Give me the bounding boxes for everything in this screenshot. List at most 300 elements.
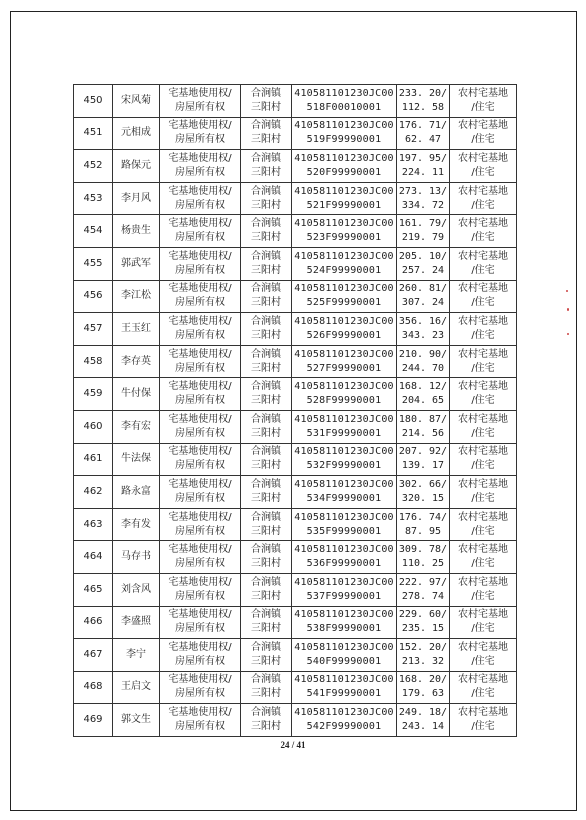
cell-number: 465: [74, 573, 113, 606]
cell-unit-code-line: 410581101230JC00: [294, 576, 394, 588]
cell-right-type-line: 宅基地使用权/: [168, 413, 232, 425]
cell-right-type-line: 宅基地使用权/: [168, 152, 232, 164]
cell-usage: [450, 443, 517, 476]
cell-area-line: 278. 74: [401, 590, 445, 602]
cell-location-line: 三阳村: [251, 199, 281, 211]
cell-area: [397, 476, 450, 509]
table-row: [74, 247, 517, 280]
cell-unit-code: [292, 378, 397, 411]
cell-right-type: [160, 182, 241, 215]
cell-usage-line: /住宅: [471, 297, 495, 309]
cell-right-type-line: 房屋所有权: [175, 101, 225, 113]
cell-area: [397, 215, 450, 248]
table-row: [74, 215, 517, 248]
cell-location-line: 三阳村: [251, 297, 281, 309]
cell-right-type: [160, 410, 241, 443]
cell-owner-name: 李存英: [113, 345, 160, 378]
cell-usage: [450, 639, 517, 672]
cell-owner-name: 王玉红: [113, 313, 160, 346]
cell-usage-line: 农村宅基地: [458, 707, 508, 719]
cell-usage-line: 农村宅基地: [458, 511, 508, 523]
cell-location-line: 三阳村: [251, 492, 281, 504]
cell-owner-name: 王启文: [113, 671, 160, 704]
cell-location-line: 三阳村: [251, 166, 281, 178]
cell-area-line: 243. 14: [401, 721, 445, 733]
cell-usage-line: /住宅: [471, 166, 495, 178]
cell-area-line: 249. 18/: [398, 707, 448, 719]
cell-usage: [450, 150, 517, 183]
cell-unit-code: [292, 247, 397, 280]
cell-unit-code: [292, 280, 397, 313]
scan-speck: [567, 333, 569, 335]
table-row: [74, 671, 517, 704]
cell-location-line: 合涧镇: [251, 674, 281, 686]
cell-usage-line: 农村宅基地: [458, 87, 508, 99]
cell-unit-code-line: 410581101230JC00: [294, 250, 394, 262]
cell-area-line: 244. 70: [401, 362, 445, 374]
cell-unit-code-line: 410581101230JC00: [294, 218, 394, 230]
cell-usage-line: 农村宅基地: [458, 120, 508, 132]
cell-area-line: 302. 66/: [398, 478, 448, 490]
cell-usage: [450, 280, 517, 313]
cell-unit-code-line: 524F99990001: [306, 264, 382, 276]
scan-speck: [566, 290, 568, 292]
cell-unit-code-line: 410581101230JC00: [294, 413, 394, 425]
cell-area-line: 307. 24: [401, 297, 445, 309]
table-row: [74, 443, 517, 476]
cell-area-line: 224. 11: [401, 166, 445, 178]
cell-area-line: 205. 10/: [398, 250, 448, 262]
cell-usage: [450, 541, 517, 574]
cell-right-type: [160, 345, 241, 378]
cell-area: [397, 117, 450, 150]
cell-location-line: 合涧镇: [251, 315, 281, 327]
cell-right-type-line: 宅基地使用权/: [168, 446, 232, 458]
cell-unit-code-line: 526F99990001: [306, 329, 382, 341]
cell-number: 457: [74, 313, 113, 346]
cell-right-type: [160, 508, 241, 541]
cell-area: [397, 182, 450, 215]
cell-number: 460: [74, 410, 113, 443]
table-row: [74, 573, 517, 606]
table-row: [74, 313, 517, 346]
registry-table: [73, 84, 517, 737]
cell-location: [241, 150, 292, 183]
cell-area: [397, 508, 450, 541]
cell-area: [397, 410, 450, 443]
cell-usage-line: /住宅: [471, 655, 495, 667]
table-row: [74, 378, 517, 411]
cell-usage-line: 农村宅基地: [458, 250, 508, 262]
cell-location: [241, 508, 292, 541]
cell-usage: [450, 573, 517, 606]
page-number: 24 / 41: [280, 740, 306, 750]
cell-owner-name: 郭武军: [113, 247, 160, 280]
cell-area-line: 168. 12/: [398, 381, 448, 393]
cell-location: [241, 443, 292, 476]
cell-area-line: 235. 15: [401, 623, 445, 635]
cell-unit-code: [292, 606, 397, 639]
cell-area: [397, 573, 450, 606]
cell-area-line: 179. 63: [401, 688, 445, 700]
cell-usage-line: 农村宅基地: [458, 185, 508, 197]
cell-area-line: 207. 92/: [398, 446, 448, 458]
cell-location-line: 三阳村: [251, 264, 281, 276]
cell-usage-line: /住宅: [471, 492, 495, 504]
cell-unit-code-line: 525F99990001: [306, 297, 382, 309]
cell-usage-line: /住宅: [471, 590, 495, 602]
cell-unit-code: [292, 182, 397, 215]
cell-area-line: 273. 13/: [398, 185, 448, 197]
cell-usage-line: 农村宅基地: [458, 283, 508, 295]
cell-usage-line: 农村宅基地: [458, 218, 508, 230]
cell-unit-code-line: 521F99990001: [306, 199, 382, 211]
cell-unit-code: [292, 215, 397, 248]
cell-area-line: 62. 47: [404, 134, 442, 146]
cell-area: [397, 704, 450, 737]
cell-owner-name: 郭文生: [113, 704, 160, 737]
cell-usage-line: /住宅: [471, 688, 495, 700]
cell-location-line: 三阳村: [251, 721, 281, 733]
cell-location-line: 三阳村: [251, 427, 281, 439]
cell-usage-line: /住宅: [471, 362, 495, 374]
cell-number: 466: [74, 606, 113, 639]
cell-usage-line: /住宅: [471, 525, 495, 537]
cell-unit-code: [292, 85, 397, 118]
cell-area-line: 219. 79: [401, 232, 445, 244]
cell-number: 468: [74, 671, 113, 704]
cell-unit-code-line: 520F99990001: [306, 166, 382, 178]
cell-unit-code-line: 536F99990001: [306, 558, 382, 570]
cell-right-type: [160, 117, 241, 150]
cell-location: [241, 280, 292, 313]
cell-unit-code-line: 535F99990001: [306, 525, 382, 537]
cell-owner-name: 李江松: [113, 280, 160, 313]
cell-unit-code: [292, 476, 397, 509]
cell-area-line: 356. 16/: [398, 315, 448, 327]
cell-unit-code-line: 410581101230JC00: [294, 641, 394, 653]
cell-owner-name: 刘含风: [113, 573, 160, 606]
cell-usage: [450, 671, 517, 704]
cell-location-line: 合涧镇: [251, 87, 281, 99]
cell-area: [397, 280, 450, 313]
cell-owner-name: 杨贵生: [113, 215, 160, 248]
cell-area-line: 320. 15: [401, 492, 445, 504]
cell-area: [397, 247, 450, 280]
cell-number: 464: [74, 541, 113, 574]
cell-number: 454: [74, 215, 113, 248]
cell-usage: [450, 704, 517, 737]
cell-area-line: 233. 20/: [398, 87, 448, 99]
cell-area-line: 222. 97/: [398, 576, 448, 588]
cell-number: 452: [74, 150, 113, 183]
cell-owner-name: 李月风: [113, 182, 160, 215]
cell-area-line: 139. 17: [401, 460, 445, 472]
cell-right-type-line: 房屋所有权: [175, 688, 225, 700]
cell-location-line: 合涧镇: [251, 283, 281, 295]
cell-usage-line: /住宅: [471, 134, 495, 146]
cell-unit-code-line: 528F99990001: [306, 395, 382, 407]
cell-right-type-line: 宅基地使用权/: [168, 381, 232, 393]
cell-area-line: 204. 65: [401, 395, 445, 407]
cell-area-line: 176. 74/: [398, 511, 448, 523]
cell-unit-code-line: 410581101230JC00: [294, 609, 394, 621]
cell-usage: [450, 378, 517, 411]
cell-area-line: 229. 60/: [398, 609, 448, 621]
cell-right-type-line: 宅基地使用权/: [168, 511, 232, 523]
cell-right-type-line: 房屋所有权: [175, 297, 225, 309]
cell-usage: [450, 345, 517, 378]
cell-area-line: 260. 81/: [398, 283, 448, 295]
cell-location-line: 合涧镇: [251, 413, 281, 425]
cell-unit-code-line: 410581101230JC00: [294, 315, 394, 327]
cell-right-type: [160, 247, 241, 280]
cell-number: 458: [74, 345, 113, 378]
table-row: [74, 508, 517, 541]
cell-unit-code-line: 410581101230JC00: [294, 446, 394, 458]
cell-usage: [450, 215, 517, 248]
cell-location-line: 合涧镇: [251, 120, 281, 132]
cell-location-line: 合涧镇: [251, 641, 281, 653]
cell-location-line: 三阳村: [251, 623, 281, 635]
cell-location: [241, 117, 292, 150]
cell-location-line: 合涧镇: [251, 446, 281, 458]
table-row: [74, 410, 517, 443]
cell-location-line: 合涧镇: [251, 544, 281, 556]
cell-usage-line: 农村宅基地: [458, 152, 508, 164]
cell-location-line: 三阳村: [251, 460, 281, 472]
cell-usage-line: 农村宅基地: [458, 576, 508, 588]
cell-location-line: 三阳村: [251, 655, 281, 667]
cell-area-line: 343. 23: [401, 329, 445, 341]
cell-usage-line: 农村宅基地: [458, 641, 508, 653]
cell-area: [397, 85, 450, 118]
cell-right-type: [160, 573, 241, 606]
cell-unit-code-line: 410581101230JC00: [294, 381, 394, 393]
cell-unit-code-line: 527F99990001: [306, 362, 382, 374]
cell-owner-name: 元相成: [113, 117, 160, 150]
cell-area-line: 168. 20/: [398, 674, 448, 686]
cell-right-type-line: 房屋所有权: [175, 166, 225, 178]
cell-unit-code-line: 410581101230JC00: [294, 120, 394, 132]
cell-right-type-line: 房屋所有权: [175, 427, 225, 439]
cell-location-line: 合涧镇: [251, 250, 281, 262]
table-row: [74, 639, 517, 672]
cell-location: [241, 476, 292, 509]
cell-location-line: 三阳村: [251, 590, 281, 602]
cell-location: [241, 215, 292, 248]
cell-unit-code: [292, 671, 397, 704]
cell-area-line: 180. 87/: [398, 413, 448, 425]
cell-owner-name: 路保元: [113, 150, 160, 183]
cell-location-line: 三阳村: [251, 688, 281, 700]
cell-area: [397, 639, 450, 672]
cell-usage-line: /住宅: [471, 199, 495, 211]
cell-location: [241, 704, 292, 737]
cell-right-type-line: 房屋所有权: [175, 525, 225, 537]
cell-area-line: 112. 58: [401, 101, 445, 113]
cell-usage-line: /住宅: [471, 558, 495, 570]
cell-unit-code-line: 519F99990001: [306, 134, 382, 146]
cell-number: 453: [74, 182, 113, 215]
cell-owner-name: 李有发: [113, 508, 160, 541]
cell-unit-code-line: 410581101230JC00: [294, 707, 394, 719]
cell-right-type-line: 房屋所有权: [175, 232, 225, 244]
cell-usage-line: /住宅: [471, 460, 495, 472]
cell-unit-code-line: 410581101230JC00: [294, 674, 394, 686]
cell-right-type-line: 房屋所有权: [175, 492, 225, 504]
cell-location: [241, 573, 292, 606]
cell-number: 450: [74, 85, 113, 118]
cell-right-type: [160, 85, 241, 118]
cell-location-line: 三阳村: [251, 101, 281, 113]
cell-usage-line: 农村宅基地: [458, 446, 508, 458]
cell-unit-code-line: 410581101230JC00: [294, 544, 394, 556]
cell-number: 455: [74, 247, 113, 280]
cell-right-type-line: 房屋所有权: [175, 721, 225, 733]
cell-location-line: 合涧镇: [251, 152, 281, 164]
cell-area: [397, 541, 450, 574]
cell-location: [241, 410, 292, 443]
cell-unit-code-line: 531F99990001: [306, 427, 382, 439]
cell-unit-code-line: 534F99990001: [306, 492, 382, 504]
cell-owner-name: 路永富: [113, 476, 160, 509]
cell-number: 456: [74, 280, 113, 313]
cell-right-type-line: 房屋所有权: [175, 623, 225, 635]
cell-area-line: 110. 25: [401, 558, 445, 570]
cell-usage: [450, 85, 517, 118]
cell-location: [241, 541, 292, 574]
cell-right-type-line: 房屋所有权: [175, 134, 225, 146]
cell-area: [397, 150, 450, 183]
cell-right-type: [160, 378, 241, 411]
cell-unit-code-line: 542F99990001: [306, 721, 382, 733]
cell-location-line: 合涧镇: [251, 707, 281, 719]
cell-location: [241, 85, 292, 118]
cell-location: [241, 247, 292, 280]
cell-right-type: [160, 313, 241, 346]
cell-unit-code: [292, 410, 397, 443]
cell-location-line: 合涧镇: [251, 511, 281, 523]
cell-location-line: 合涧镇: [251, 218, 281, 230]
cell-right-type: [160, 443, 241, 476]
cell-location: [241, 606, 292, 639]
cell-area: [397, 345, 450, 378]
cell-owner-name: 马存书: [113, 541, 160, 574]
cell-right-type-line: 宅基地使用权/: [168, 674, 232, 686]
cell-location: [241, 671, 292, 704]
cell-right-type-line: 宅基地使用权/: [168, 250, 232, 262]
cell-usage: [450, 606, 517, 639]
table-row: [74, 150, 517, 183]
cell-location-line: 合涧镇: [251, 348, 281, 360]
cell-area-line: 87. 95: [404, 525, 442, 537]
cell-usage-line: /住宅: [471, 264, 495, 276]
cell-usage-line: 农村宅基地: [458, 315, 508, 327]
cell-location-line: 三阳村: [251, 232, 281, 244]
cell-area-line: 210. 90/: [398, 348, 448, 360]
cell-area-line: 257. 24: [401, 264, 445, 276]
cell-unit-code-line: 523F99990001: [306, 232, 382, 244]
cell-location-line: 合涧镇: [251, 478, 281, 490]
cell-area-line: 161. 79/: [398, 218, 448, 230]
cell-right-type-line: 宅基地使用权/: [168, 218, 232, 230]
cell-usage-line: /住宅: [471, 101, 495, 113]
cell-location-line: 合涧镇: [251, 185, 281, 197]
cell-unit-code-line: 410581101230JC00: [294, 87, 394, 99]
cell-number: 463: [74, 508, 113, 541]
cell-right-type: [160, 606, 241, 639]
cell-owner-name: 牛法保: [113, 443, 160, 476]
cell-right-type: [160, 280, 241, 313]
cell-right-type: [160, 215, 241, 248]
cell-owner-name: 李宁: [113, 639, 160, 672]
cell-location: [241, 345, 292, 378]
cell-area-line: 152. 20/: [398, 641, 448, 653]
cell-area: [397, 443, 450, 476]
cell-right-type-line: 房屋所有权: [175, 558, 225, 570]
cell-unit-code-line: 540F99990001: [306, 655, 382, 667]
cell-usage-line: 农村宅基地: [458, 381, 508, 393]
cell-usage-line: /住宅: [471, 427, 495, 439]
cell-right-type-line: 宅基地使用权/: [168, 87, 232, 99]
cell-location-line: 三阳村: [251, 329, 281, 341]
cell-right-type-line: 宅基地使用权/: [168, 348, 232, 360]
cell-area-line: 309. 78/: [398, 544, 448, 556]
cell-location-line: 三阳村: [251, 395, 281, 407]
cell-usage-line: 农村宅基地: [458, 478, 508, 490]
table-row: [74, 704, 517, 737]
table-row: [74, 280, 517, 313]
cell-unit-code-line: 410581101230JC00: [294, 478, 394, 490]
cell-owner-name: 李有宏: [113, 410, 160, 443]
cell-right-type-line: 房屋所有权: [175, 362, 225, 374]
scan-speck: [567, 308, 569, 311]
cell-usage-line: /住宅: [471, 721, 495, 733]
cell-area: [397, 606, 450, 639]
cell-right-type: [160, 476, 241, 509]
cell-number: 462: [74, 476, 113, 509]
cell-unit-code: [292, 573, 397, 606]
cell-unit-code-line: 532F99990001: [306, 460, 382, 472]
table-row: [74, 345, 517, 378]
cell-unit-code: [292, 508, 397, 541]
cell-unit-code-line: 410581101230JC00: [294, 185, 394, 197]
cell-right-type-line: 宅基地使用权/: [168, 641, 232, 653]
cell-usage: [450, 247, 517, 280]
cell-right-type-line: 房屋所有权: [175, 395, 225, 407]
cell-right-type-line: 房屋所有权: [175, 329, 225, 341]
cell-location-line: 三阳村: [251, 525, 281, 537]
cell-location-line: 三阳村: [251, 558, 281, 570]
cell-right-type-line: 宅基地使用权/: [168, 707, 232, 719]
cell-unit-code: [292, 541, 397, 574]
cell-right-type-line: 房屋所有权: [175, 264, 225, 276]
cell-area-line: 213. 32: [401, 655, 445, 667]
cell-owner-name: 牛付保: [113, 378, 160, 411]
cell-usage-line: 农村宅基地: [458, 609, 508, 621]
cell-usage: [450, 117, 517, 150]
cell-area: [397, 378, 450, 411]
cell-usage: [450, 410, 517, 443]
cell-location-line: 合涧镇: [251, 576, 281, 588]
cell-number: 459: [74, 378, 113, 411]
table-row: [74, 182, 517, 215]
cell-right-type-line: 宅基地使用权/: [168, 544, 232, 556]
cell-unit-code-line: 538F99990001: [306, 623, 382, 635]
cell-area-line: 214. 56: [401, 427, 445, 439]
cell-usage: [450, 508, 517, 541]
